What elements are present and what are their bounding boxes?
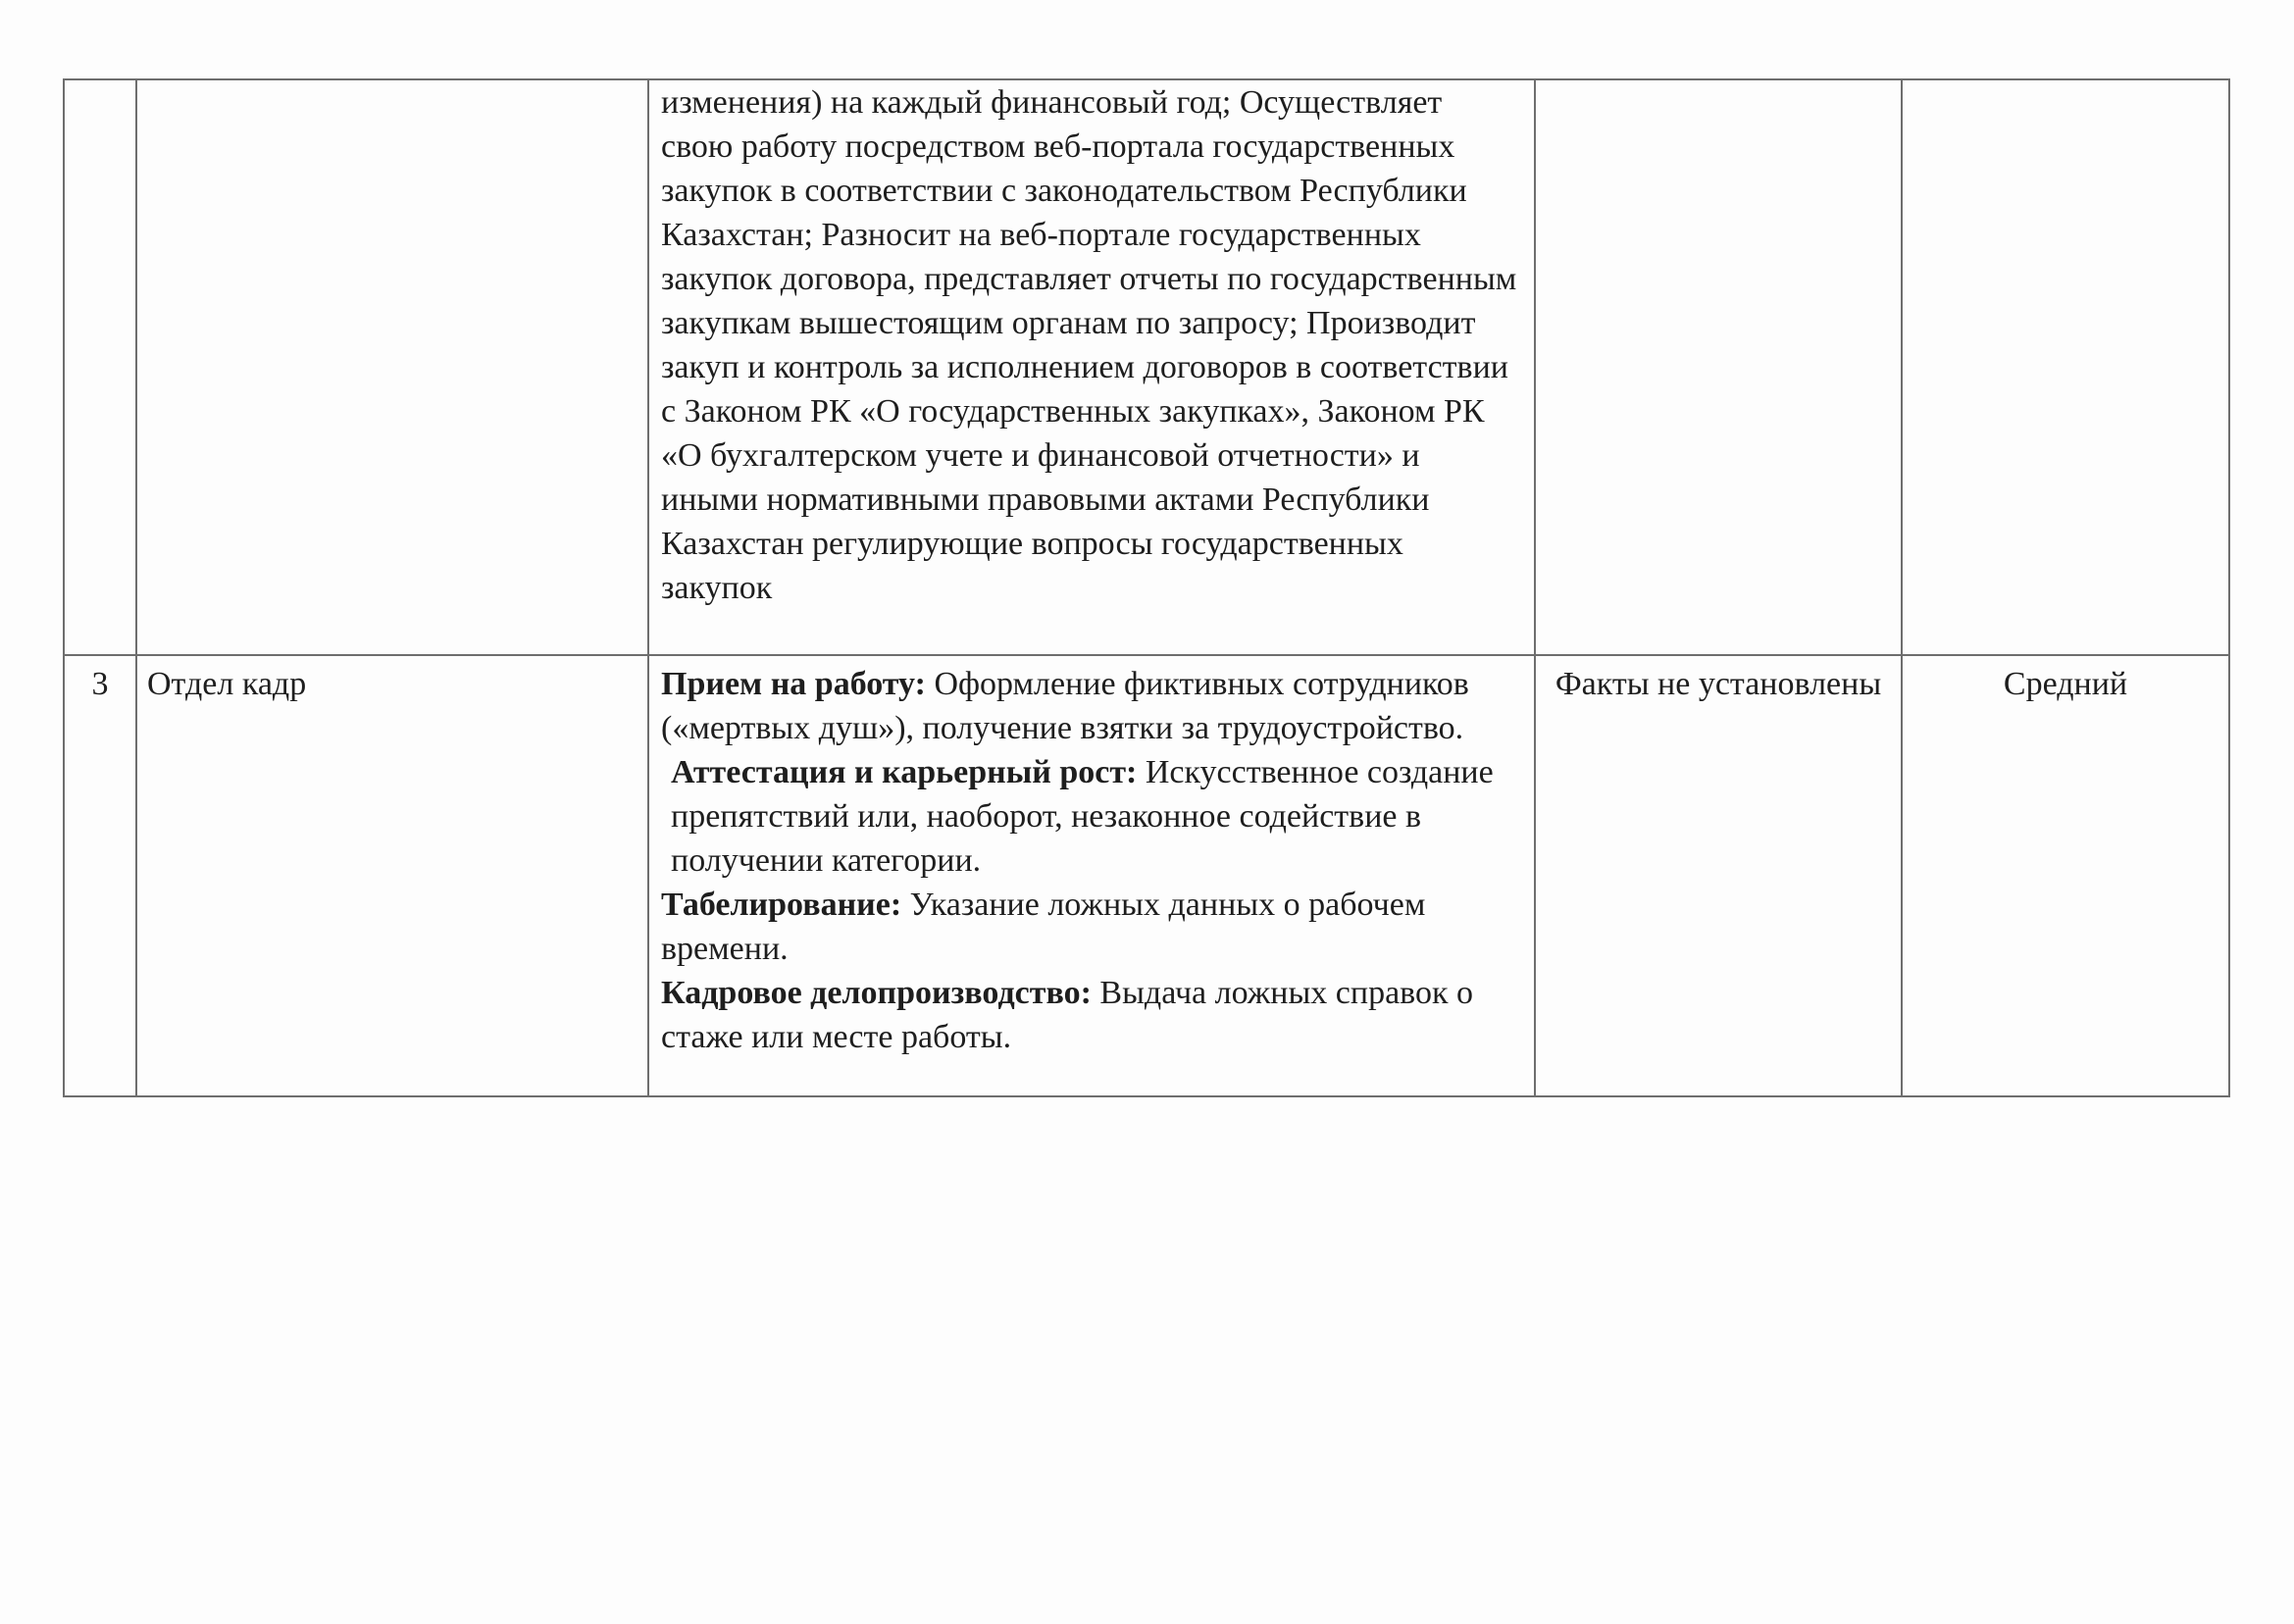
risk-paragraph [661, 750, 1522, 883]
risk-paragraph [661, 662, 1522, 750]
risk-label: Прием на работу: [661, 666, 926, 702]
risk-paragraph [661, 80, 1522, 610]
risk-description-cell [648, 655, 1535, 1096]
risk-text: Оформление фиктивных сотрудников («мертвых душ»), получение взятки за трудоустройство. [661, 666, 1469, 746]
risk-text: Указание ложных данных о рабочем времени. [661, 887, 1426, 967]
facts-cell [1535, 79, 1902, 655]
risk-text: Искусственное создание препятствий или, наоборот, незаконное содействие в получении категории. [671, 754, 1494, 879]
risk-text: Выдача ложных справок о стаже или месте работы. [661, 975, 1474, 1055]
risk-paragraph [661, 971, 1522, 1059]
table-row [64, 79, 2229, 655]
department-name: Отдел кадр [147, 666, 307, 702]
risk-level-cell [1902, 655, 2229, 1096]
risk-table [63, 78, 2230, 1097]
facts-text [1536, 80, 1901, 82]
risk-level: Средний [2003, 666, 2128, 702]
department-cell [136, 655, 648, 1096]
risk-paragraph [661, 883, 1522, 971]
risk-description-cell [648, 79, 1535, 655]
department-cell [136, 79, 648, 655]
row-number [65, 80, 135, 82]
risk-level-cell [1902, 79, 2229, 655]
row-number-cell [64, 79, 136, 655]
risk-label: Табелирование: [661, 887, 902, 923]
risk-level [1903, 80, 2228, 82]
facts-cell [1535, 655, 1902, 1096]
table-row [64, 655, 2229, 1096]
department-name [137, 80, 647, 82]
risk-label: Аттестация и карьерный рост: [671, 754, 1138, 790]
row-number-cell [64, 655, 136, 1096]
risk-text: изменения) на каждый финансовый год; Осуществляет свою работу посредством веб-портала государственных закупок в соответствии с законодательством Республики Казахстан; Разносит на веб-портале государственных закупок договора, представляет отчеты по государственным закупкам вышестоящим органам по запросу; Производит закуп и контроль за исполнением договоров в соответствии с Законом РК «О государственных закупках», Законом РК «О бухгалтерском учете и финансовой отчетности» и иными нормативными правовыми актами Республики Казахстан регулирующие вопросы государственных закупок [661, 84, 1517, 606]
risk-label: Кадровое делопроизводство: [661, 975, 1092, 1011]
facts-text: Факты не установлены [1555, 666, 1882, 702]
row-number: 3 [91, 666, 109, 702]
